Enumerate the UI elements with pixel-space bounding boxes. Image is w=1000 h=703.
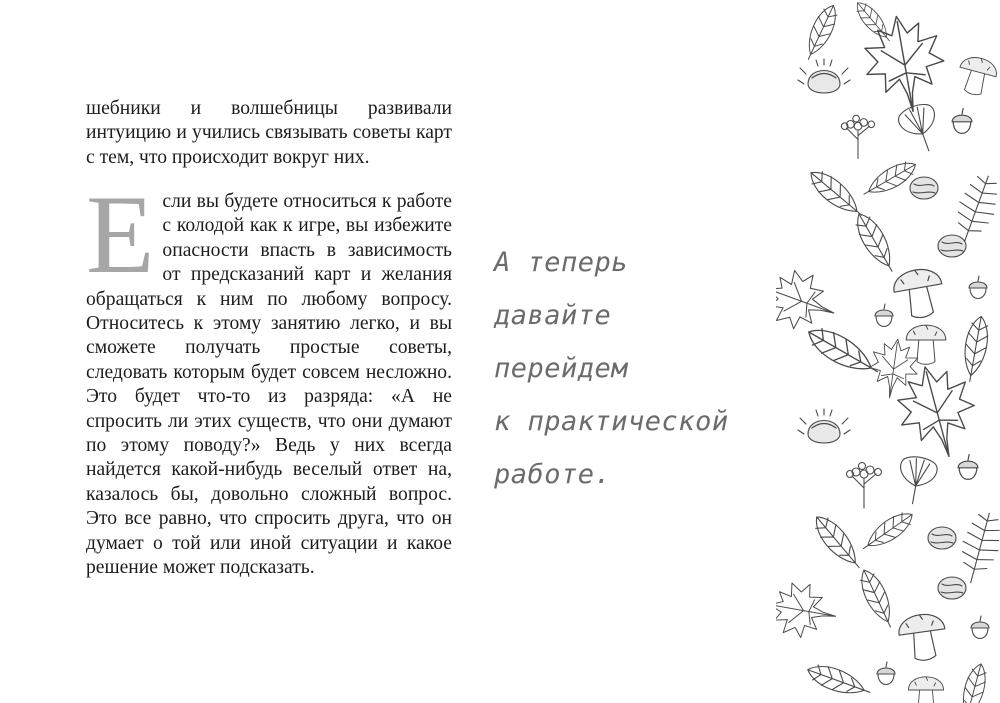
leaf-icon bbox=[803, 321, 884, 382]
mushroom-icon bbox=[954, 54, 1000, 99]
walnut-icon bbox=[928, 527, 956, 549]
mushroom-icon bbox=[906, 325, 946, 364]
handwritten-note bbox=[494, 236, 754, 501]
handnote-line-1: А теперь bbox=[494, 247, 629, 278]
mushroom-icon bbox=[891, 266, 947, 322]
leaf-icon bbox=[855, 566, 900, 631]
acorn-icon bbox=[958, 455, 978, 480]
handnote-line-4: к практической bbox=[494, 406, 729, 437]
leaf-icon bbox=[859, 156, 920, 202]
walnut-icon bbox=[938, 235, 966, 257]
paragraph-1: шебники и волшебницы развивали интуицию и учились связывать советы карт с тем, что происходит вокруг них. bbox=[86, 98, 452, 168]
leaf-icon bbox=[804, 660, 873, 702]
dropcap-letter: Е bbox=[86, 173, 155, 297]
berry-branch-icon bbox=[841, 115, 874, 158]
ginkgo-leaf-icon bbox=[894, 454, 938, 507]
handnote-line-5: работе. bbox=[494, 459, 612, 490]
walnut-icon bbox=[938, 577, 966, 599]
walnut-icon bbox=[910, 177, 938, 199]
leaf-icon bbox=[850, 209, 901, 277]
paragraph-2 bbox=[86, 173, 452, 581]
mushroom-icon bbox=[897, 612, 949, 664]
acorn-icon bbox=[875, 304, 893, 327]
leaf-icon bbox=[956, 661, 990, 703]
acorn-icon bbox=[877, 662, 895, 685]
leaf-icon bbox=[858, 507, 917, 557]
chestnut-icon bbox=[798, 409, 850, 443]
botanical-ornament-border bbox=[776, 0, 1000, 703]
chestnut-icon bbox=[798, 59, 850, 93]
leaf-icon bbox=[800, 2, 842, 64]
ginkgo-leaf-icon bbox=[895, 100, 946, 157]
acorn-icon bbox=[952, 109, 972, 134]
acorn-icon bbox=[969, 276, 987, 299]
acorn-icon bbox=[971, 616, 989, 639]
leaf-icon bbox=[852, 0, 896, 46]
maple-leaf-icon bbox=[776, 262, 843, 340]
handnote-line-3: перейдем bbox=[494, 353, 629, 384]
mushroom-icon bbox=[908, 677, 943, 703]
maple-leaf-icon bbox=[858, 10, 952, 118]
berry-branch-icon bbox=[847, 463, 882, 509]
paragraph-2-text: сли вы будете относиться к работе с колодой как к игре, вы избежите опасности впасть в зависимость от предсказаний карт и желания обращаться к ним по любому вопросу. Относитесь к этому занятию легко, и вы сможете получать простые советы, следовать которым будет совсем несложно. Это будет что-то из разряда: «А не спросить ли этих существ, что они думают по этому поводу?» Ведь у них всегда найдется какой-нибудь веселый ответ на, казалось бы, довольно сложный вопрос. Это все равно, что спросить друга, что он думает о той или иной ситуации и какое решение может подсказать. bbox=[86, 191, 452, 579]
leaf-icon bbox=[809, 510, 868, 574]
fern-icon bbox=[953, 509, 1000, 588]
leaf-icon bbox=[959, 315, 991, 384]
maple-leaf-icon bbox=[776, 578, 840, 643]
handnote-line-2: давайте bbox=[494, 300, 612, 331]
